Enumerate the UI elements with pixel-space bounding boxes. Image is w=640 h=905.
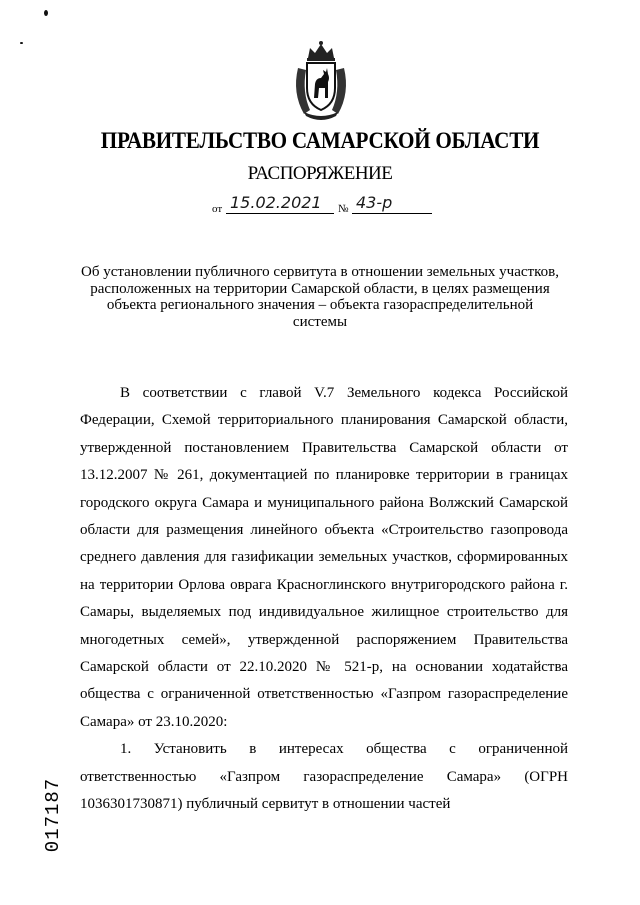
scan-speck	[44, 10, 48, 16]
serial-number	[38, 770, 68, 860]
document-body	[80, 380, 568, 819]
document-subject: Об установлении публичного сервитута в отношении земельных участков, расположенных на территории Самарской области, в целях размещения объекта регионального значения – объекта газораспределительной системы	[81, 264, 559, 330]
body-paragraph: В соответствии с главой V.7 Земельного кодекса Российской Федерации, Схемой территориального планирования Самарской области, утвержденной постановлением Правительства Самарской области от 13.12.2007 № 261, документацией по планировке территории в границах городского округа Самара и муниципального района Волжский Самарской области для размещения линейного объекта «Строительство газопровода среднего давления для газификации земельных участков, сформированных на территории Орлова оврага Красноглинского внутригородского района г. Самары, выделяемых под индивидуальное жилищное строительство для многодетных семей», утвержденной распоряжением Правительства Самарской области от 22.10.2020 № 521-р, на основании ходатайства общества с ограниченной ответственностью «Газпром газораспределение Самара» от 23.10.2020:	[80, 385, 568, 730]
coat-of-arms-icon	[290, 38, 352, 122]
number-value: 43-р	[352, 193, 432, 214]
date-value: 15.02.2021	[226, 193, 334, 214]
date-prefix: от	[212, 203, 223, 215]
government-title: ПРАВИТЕЛЬСТВО САМАРСКОЙ ОБЛАСТИ	[100, 128, 540, 153]
document-type: РАСПОРЯЖЕНИЕ	[247, 163, 393, 184]
scan-speck	[20, 42, 23, 44]
date-number-line	[212, 193, 442, 217]
body-paragraph: 1. Установить в интересах общества с ограниченной ответственностью «Газпром газораспределение Самара» (ОГРН 1036301730871) публичный сервитут в отношении частей	[80, 741, 568, 813]
serial-number-text: 017187	[42, 777, 64, 853]
number-prefix: №	[338, 203, 349, 215]
